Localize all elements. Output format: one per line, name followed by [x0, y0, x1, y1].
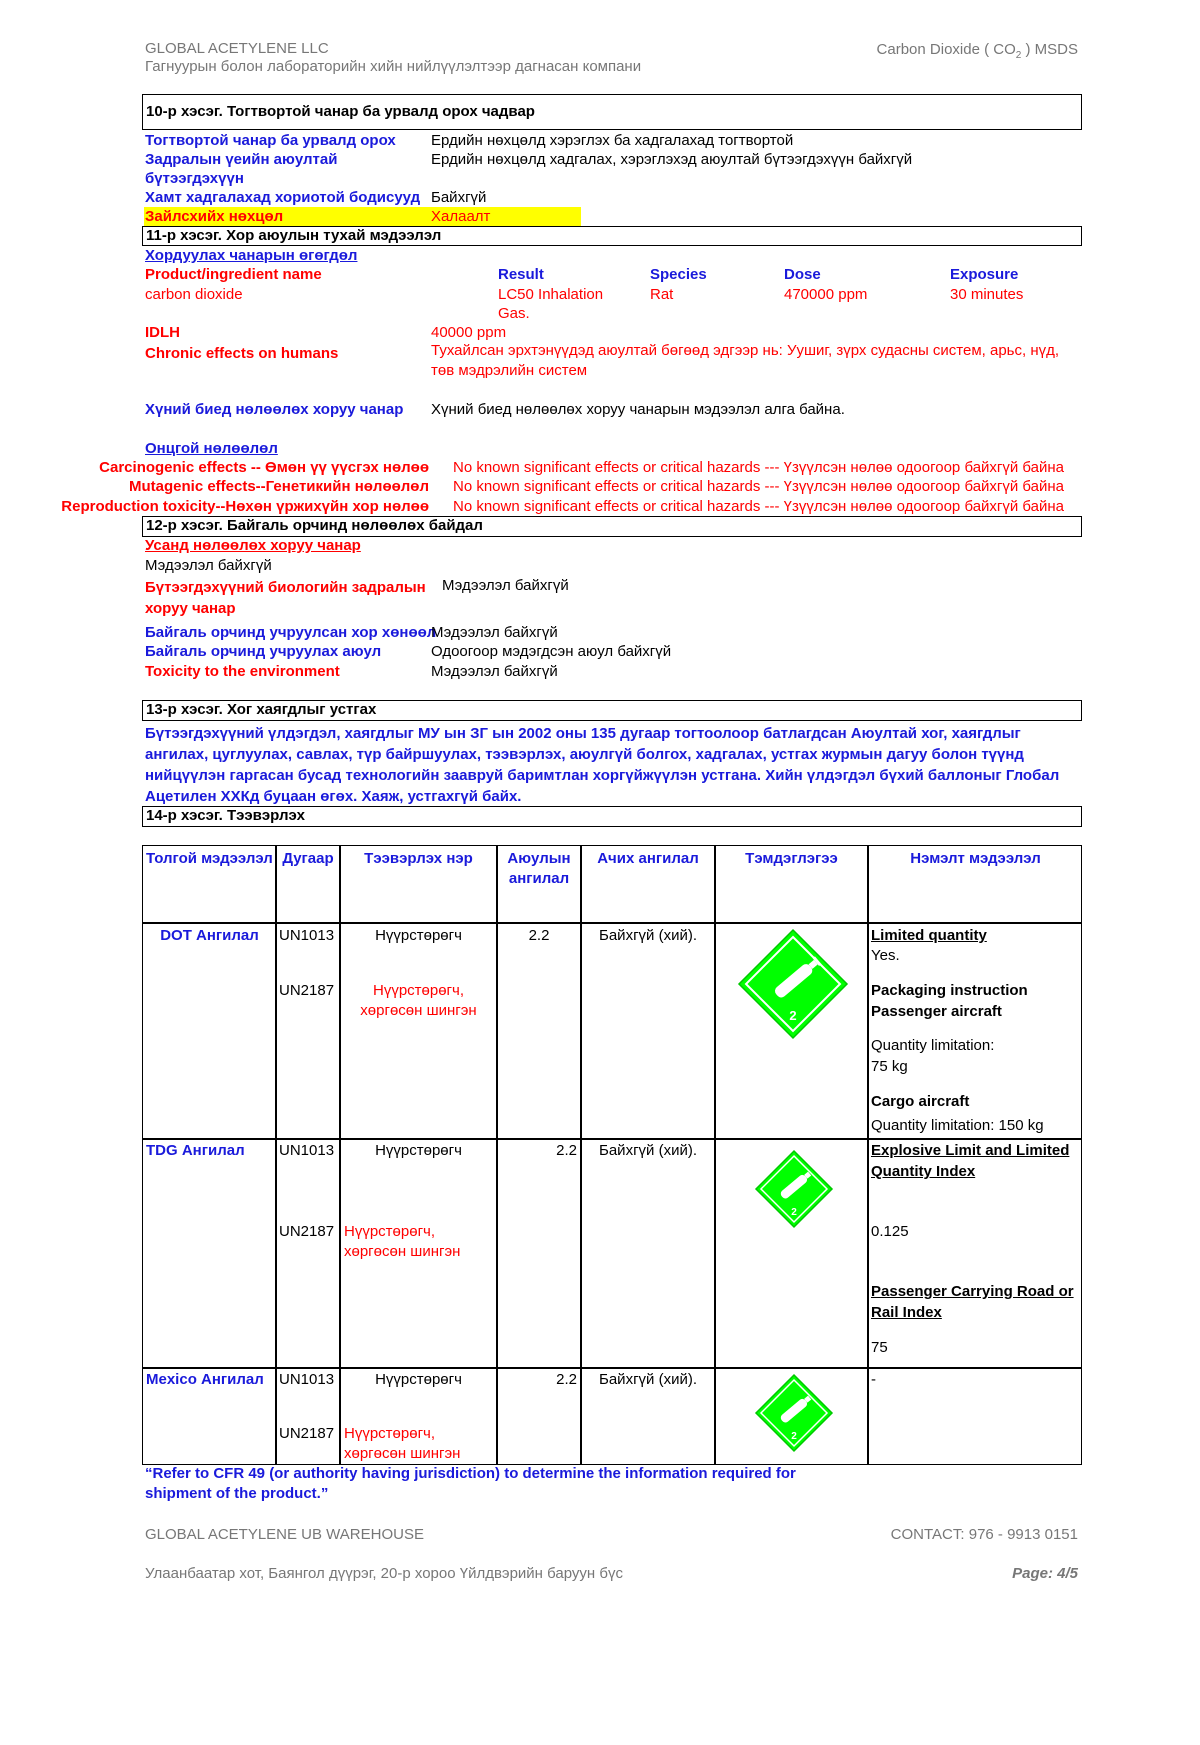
mutagenic-label-box [128, 478, 429, 498]
chronic-value-2: төв мэдрэлийн систем [431, 362, 588, 379]
dot-cargo-aircraft: Cargo aircraft [871, 1093, 970, 1110]
dot-quantity-value: 75 kg [871, 1058, 908, 1075]
human-toxicity-label: Хүний биед нөлөөлөх хоруу чанар [145, 401, 404, 418]
company-subtitle: Гагнуурын болон лабораторийн хийн нийлүүлэлтээр дагнасан компани [145, 58, 642, 75]
env-toxicity-label: Toxicity to the environment [145, 663, 340, 680]
tdg-shipping-name-1: Нүүрстөрөгч [375, 1142, 462, 1159]
dot-quantity-limitation: Quantity limitation: [871, 1037, 995, 1054]
human-toxicity-value: Хүний биед нөлөөлөх хоруу чанарын мэдээлэл алга байна. [431, 401, 845, 418]
tdg-explosive-limit: Explosive Limit and Limited [871, 1142, 1070, 1159]
cell-product: carbon dioxide [145, 286, 243, 303]
cfr-note-line-1: “Refer to CFR 49 (or authority having jurisdiction) to determine the information required for [145, 1465, 796, 1482]
incompatible-value: Байхгүй [431, 189, 487, 206]
mexico-hazard-class: 2.2 [556, 1371, 577, 1388]
header-number: Дугаар [282, 850, 334, 867]
col-product-name: Product/ingredient name [145, 266, 322, 283]
section-11-heading: 11-р хэсэг. Хор аюулын тухай мэдээлэл [146, 227, 442, 244]
tdg-classification-label: TDG Ангилал [146, 1142, 245, 1159]
env-hazard-label: Байгаль орчинд учруулах аюул [145, 643, 382, 660]
tdg-rail-index-value: 75 [871, 1339, 888, 1356]
table-divider [867, 845, 869, 1465]
cell-species: Rat [650, 286, 674, 303]
gas-cylinder-placard-icon [754, 1149, 834, 1229]
tdg-hazard-class: 2.2 [556, 1142, 577, 1159]
section-14-heading: 14-р хэсэг. Тээвэрлэх [146, 807, 305, 824]
avoid-conditions-label: Зайлсхийх нөхцөл [145, 208, 284, 225]
header-packing-group: Ачих ангилал [597, 850, 699, 867]
disposal-line-1: Бүтээгдэхүүний үлдэгдэл, хаягдлыг МУ ын ЗГ ын 2002 оны 135 дугаар тогтоолоор батлагдсан Аюултай хог, хаягдлыг [145, 725, 1021, 742]
footer-page-number: Page: 4/5 [1012, 1565, 1078, 1582]
water-toxicity-heading: Усанд нөлөөлөх хоруу чанар [145, 537, 361, 554]
mexico-shipping-name-2b: хөргөсөн шингэн [344, 1445, 461, 1462]
cell-result-2: Gas. [498, 305, 530, 322]
table-row-divider [142, 922, 1082, 924]
chronic-label: Chronic effects on humans [145, 345, 339, 362]
decomposition-label: Задралын үеийн аюултай [145, 151, 338, 168]
header-additional-info: Нэмэлт мэдээлэл [910, 850, 1041, 867]
mexico-un-2187: UN2187 [279, 1425, 335, 1442]
disposal-line-3: нийцүүлэн гаргасан бусад технологийн заавруй баримтлан хоргүйжүүлэн устгана. Хийн үлдэгдэл бүхий баллоныг Глобал [145, 767, 1060, 784]
header-hazard-class-2: ангилал [508, 870, 570, 887]
table-divider [275, 845, 277, 1465]
biodegradation-value: Мэдээлэл байхгүй [442, 577, 569, 594]
mexico-shipping-name-2: Нүүрстөрөгч, [344, 1425, 436, 1442]
footer-address: Улаанбаатар хот, Баянгол дүүрэг, 20-р хороо Үйлдвэрийн баруун бүс [145, 1565, 623, 1582]
placard-number: 2 [789, 1008, 797, 1023]
dot-packing-group: Байхгүй (хий). [599, 927, 697, 944]
footer-contact: CONTACT: 976 - 9913 0151 [890, 1526, 1078, 1543]
dot-hazard-class: 2.2 [528, 927, 550, 944]
dot-un-1013: UN1013 [279, 927, 335, 944]
mutagenic-label: Mutagenic effects--Генетикийн нөлөөлөл [128, 478, 429, 495]
tdg-passenger-road: Passenger Carrying Road or [871, 1283, 1074, 1300]
header-shipping-name: Тээвэрлэх нэр [364, 850, 473, 867]
tdg-shipping-name-2b: хөргөсөн шингэн [344, 1243, 461, 1260]
env-hazard-value: Одоогоор мэдэгдсэн аюул байхгүй [431, 643, 672, 660]
cell-exposure: 30 minutes [950, 286, 1024, 303]
section-10-heading: 10-р хэсэг. Тогтвортой чанар ба урвалд орох чадвар [146, 103, 535, 120]
header-general-info: Толгой мэдээлэл [146, 850, 273, 867]
dot-shipping-name-2b: хөргөсөн шингэн [360, 1002, 477, 1019]
env-damage-label-box [145, 624, 437, 644]
mexico-packing-group: Байхгүй (хий). [599, 1371, 697, 1388]
reproduction-value: No known significant effects or critical hazards --- Үзүүлсэн нөлөө одоогоор байхгүй байна [453, 498, 1065, 515]
carcinogenic-label: Carcinogenic effects -- Өмөн үү үүсгэх нөлөө [99, 459, 429, 476]
dot-shipping-name-2: Нүүрстөрөгч, [372, 982, 465, 999]
gas-cylinder-placard-icon [754, 1373, 834, 1453]
cell-dose: 470000 ppm [784, 286, 868, 303]
biodegradation-label: Бүтээгдэхүүний биологийн задралын [145, 579, 426, 596]
section-13-heading: 13-р хэсэг. Хог хаягдлыг устгах [146, 701, 377, 718]
toxicity-data-heading: Хордуулах чанарын өгөгдөл [145, 247, 358, 264]
idlh-value: 40000 ppm [431, 324, 507, 341]
col-exposure: Exposure [950, 266, 1019, 283]
tdg-un-1013: UN1013 [279, 1142, 335, 1159]
col-dose: Dose [784, 266, 821, 283]
avoid-conditions-value: Халаалт [431, 208, 491, 225]
placard-number: 2 [791, 1431, 797, 1442]
dot-limited-yes: Yes. [871, 947, 900, 964]
water-toxicity-value: Мэдээлэл байхгүй [145, 557, 272, 574]
env-toxicity-value: Мэдээлэл байхгүй [431, 663, 558, 680]
carcinogenic-value: No known significant effects or critical hazards --- Үзүүлсэн нөлөө одоогоор байхгүй байна [453, 459, 1065, 476]
footer-warehouse: GLOBAL ACETYLENE UB WAREHOUSE [145, 1526, 424, 1543]
tdg-quantity-index: Quantity Index [871, 1163, 976, 1180]
mexico-classification-label: Mexico Ангилал [146, 1371, 264, 1388]
cell-result: LC50 Inhalation [498, 286, 604, 303]
decomposition-value: Ердийн нөхцөлд хадгалах, хэрэглэхэд аюултай бүтээгдэхүүн байхгүй [431, 151, 913, 168]
disposal-line-4: Ацетилен ХХКд буцаан өгөх. Хаяж, устгахгүй байх. [145, 788, 522, 805]
dot-shipping-name-1: Нүүрстөрөгч [375, 927, 462, 944]
header-hazard-class: Аюулын [507, 850, 571, 867]
dot-limited-quantity: Limited quantity [871, 927, 987, 944]
table-divider [714, 845, 716, 1465]
incompatible-label: Хамт хадгалахад хориотой бодисууд [145, 189, 421, 206]
tdg-shipping-name-2: Нүүрстөрөгч, [344, 1223, 436, 1240]
cfr-note-line-2: shipment of the product.” [145, 1485, 329, 1502]
gas-cylinder-placard-icon [737, 928, 849, 1040]
tdg-packing-group: Байхгүй (хий). [599, 1142, 697, 1159]
tdg-rail-index: Rail Index [871, 1304, 942, 1321]
carcinogenic-label-box [99, 459, 429, 479]
mexico-un-1013: UN1013 [279, 1371, 335, 1388]
reproduction-label: Reproduction toxicity--Нөхөн үржихүйн хор нөлөө [61, 498, 429, 515]
dot-un-2187: UN2187 [279, 982, 335, 999]
disposal-line-2: ангилах, цуглуулах, савлах, түр байршуулах, тээвэрлэх, аюулгүй болгох, хадгалах, устгах журмын дагуу болон түүнд [145, 746, 1024, 763]
dot-classification-label: DOT Ангилал [160, 927, 259, 944]
col-result: Result [498, 266, 544, 283]
document-title: Carbon Dioxide ( $CO_2$ ) MSDS [876, 41, 1078, 61]
special-effects-heading: Онцгой нөлөөлөл [145, 440, 278, 457]
chronic-value: Тухайлсан эрхтэнүүдэд аюултай бөгөөд эдгээр нь: Уушиг, зүрх судасны систем, арьс, нүд, [431, 342, 1060, 359]
env-damage-value: Мэдээлэл байхгүй [431, 624, 558, 641]
col-species: Species [650, 266, 707, 283]
env-damage-label: Байгаль орчинд учруулсан хор хөнөөл [145, 624, 437, 641]
dot-cargo-quantity: Quantity limitation: 150 kg [871, 1117, 1044, 1134]
dot-passenger-aircraft: Passenger aircraft [871, 1003, 1002, 1020]
table-row-divider [142, 1138, 1082, 1140]
table-row-divider [142, 1367, 1082, 1369]
reproduction-label-box [61, 498, 429, 518]
company-name: GLOBAL ACETYLENE LLC [145, 40, 329, 57]
mexico-additional-info: - [871, 1371, 876, 1388]
dot-packaging-instruction: Packaging instruction [871, 982, 1028, 999]
biodegradation-label-2: хоруу чанар [145, 600, 236, 617]
stability-label: Тогтвортой чанар ба урвалд орох [145, 132, 396, 149]
header-label: Тэмдэглэгээ [745, 850, 838, 867]
idlh-label: IDLH [145, 324, 180, 341]
tdg-quantity-index-value: 0.125 [871, 1223, 909, 1240]
mexico-shipping-name-1: Нүүрстөрөгч [375, 1371, 462, 1388]
placard-number: 2 [791, 1207, 797, 1218]
section-12-heading: 12-р хэсэг. Байгаль орчинд нөлөөлөх байдал [146, 517, 483, 534]
mutagenic-value: No known significant effects or critical hazards --- Үзүүлсэн нөлөө одоогоор байхгүй байна [453, 478, 1065, 495]
stability-value: Ердийн нөхцөлд хэрэглэх ба хадгалахад тогтвортой [431, 132, 794, 149]
tdg-un-2187: UN2187 [279, 1223, 335, 1240]
decomposition-label-2: бүтээгдэхүүн [145, 170, 244, 187]
